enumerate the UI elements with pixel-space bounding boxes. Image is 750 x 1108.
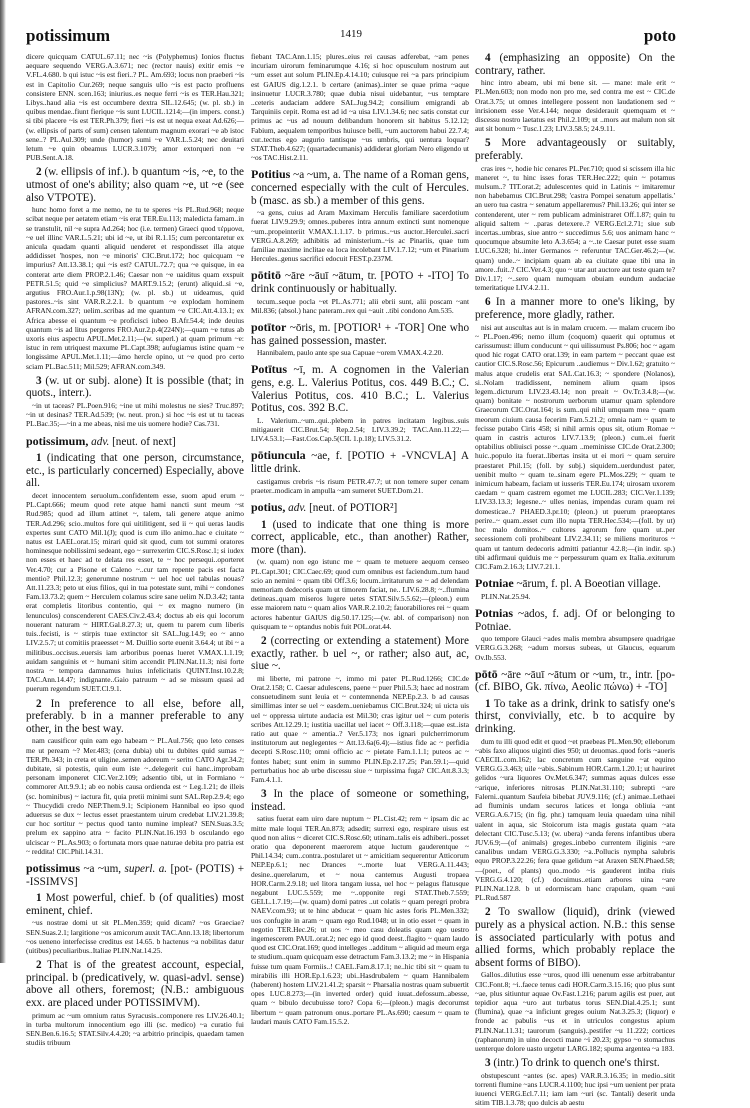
definition: Of or belonging to Potniae.	[475, 607, 676, 633]
sense-definition: Most powerful, chief. b (of qualities) most eminent, chief.	[26, 892, 245, 917]
sense-number: 2	[36, 697, 42, 710]
sense-number: 6	[485, 296, 491, 309]
etymology: [POTIO + -VNCVLA]	[347, 450, 456, 463]
sense-number: 2	[36, 959, 42, 972]
sense-definition: (used to indicate that one thing is more correct, applicable, etc., than another) Rather, more (than).	[251, 518, 470, 556]
headword: pōtiuncula	[251, 448, 306, 463]
sense-number: 1	[36, 892, 42, 905]
left-guide-word: potissimum	[26, 26, 111, 45]
entry-citations: ~a gens, cuius ad Aram Maximam Herculis familiare sacerdotium fuerat LIV.9.29.9; omnes..puberes intra annum extincti sunt nomenque ~um..propeinteriit V.MAX.1.1.17. b primus..~us auctor..Herculei..sacri VERG.A.8.269; adhibitis ad ministerium..~is ac Pinariis, quae tum familiae maxime inclitae ea loca incolebant LIV.1.7.12; ~um et Pinarium Hercules..genus sacrifici edocuit FEST.p.237M.	[251, 208, 469, 264]
headword: Potītus	[251, 362, 287, 377]
sense-citations: cras ires ~, hodie hic cenares PL.Per.710; quod si scissem illa hic maneret ~, tu hinc isses foras TER.Hec.222; quin ~ potamus mulsum..? TIT.orat.2; adulescentes quid in Latinis ~ imitaremur non habebamus CIC.Brut.298; 'castra Pompei senatum appellatis.' an uero tua castra ~ senatum appellaremus? Phil.13.26; qui inter se contenderent, uter ~ rem publicam administraret Off.1.87; quin tu aliquid saltem ~ ..paras detexere..? VERG.Ecl.2.71; siue sub incertas..umbras, siue antro ~ succedimus 5.6; uos animam hanc ~ quocumque absumite leto A.3.654; a ~..te Caesar putet esse suam LUC.6.328; hi..inter Germanos ~ referuntur TAC.Ger.46.2;—(w. quam) unde..~ incipiam quam ab ea ciuitate quae tibi una in amore..fuit..? CIC.Ver.4.3; quo ~ utar aut auctore aut teste quam te? Div.1.17; ~..sero quam numquam obuiam eundum audaciae temeritatique LIV.4.2.11.	[475, 163, 675, 293]
sense-number: 1	[485, 697, 491, 710]
inflection: ~a ~um, a.	[293, 169, 341, 182]
inflection: ~ī, m.	[293, 364, 324, 377]
sense-definition: In preference to all else, before all, preferably. b in a manner preferable to any other, in the best way.	[26, 697, 245, 735]
entry-citations: PLIN.Nat.25.94.	[481, 591, 531, 601]
right-guide-word: poto	[643, 26, 676, 45]
sense-citations: hunc homo foret a me nemo, ne tu te speres ~is PL.Rud.968; neque scibat neque per aetatem etiam ~is erat TER.Eu.113; maledicta famam..in se transtulit, nil ~e supra Ad.264; hoc (i.e. termen) Graeci quod τέρμονα, ~e uel illinc VAR.L.5.21; ubi id ~e, ut ibi R.1.15; cum percontaretur ex anicula quadam quanti aliquid uenderet et respondisset illa atque addidisset 'hospes, non ~e minoris' CIC.Brut.172; hoc quicquam ~e impurius? Att.13.38.1; qui ~is est? CATUL.72.7; qua ~e quisque, in ea conterat arte diem PROP.2.1.46; Caesar non ~e uaiditus quam exspuit PETR.51.5; quid ~e simplicius? MART.9.15.2; (erunt) aliquid..si ~e, argutius FRO.Aur.1.p.98(13N); (w. pl. sb.) ut uideamus, quid pastores..~is sint VAR.R.2.2.1. b quantum ~e explodam hominem AFRAN.com.327; uelim..scribas ad me quantum ~e CIC.Att.4.13.1; ex Africa abesse ei quantum ~e proficisci iubeo B.Afr.54.4; inde deuius quantum ~is ad litus pergeres FRO.Aur.2.p.4(224N);—quam ~e tutus ab uxoris eius aspectu APUL.Met.2.11;—(w. superl.) at quam primum ~e: istuc in rem utriquest maxume PL.Capt.398; aufugiamus istinc quam ~e longissime APUL.Met.1.11;—ámo hercle opino, ut ~e quod pro certo sciam PL.Bac.511; Mil.529; AFRAN.com.349.	[26, 205, 244, 371]
sense-number: 2	[261, 635, 267, 647]
citation-continuation: fiebant TAC.Ann.1.15; plures..eius rei causas adferebat, ~am penes incuriam uirorum feminarumque 4.16; si hoc opusculum nostrum aut ~um esset aut solum PLIN.Ep.4.14.10; cuiusque rei ~a pars principium est GAIUS dig.1.2.1. b certare (animas)..inter se quae prima ~aque insinuetur LUCR.3.780; quae dubia nisui uidebantur, ~us temptare ..ceteris audaciam addere SAL.Jug.94.2; consilium emigrandi ab Tarquiniis cepit. Roma est ad id ~a uisa LIV.1.34.6; nec satis constat cur primus ac ~us ad nouum delibandum honorem sit habitus 5.12.12; Fabium, aequalem temporibus huiusce belli, ~um auctorem habui 22.7.4; cur..tectus ego augurio tantisque ~us umbris, qui uentura loquar? STAT.Theb.4.627; (quartadecumanis) addiderat gloriam Nero eligendo ut ~os TAC.Hist.2.11.	[251, 52, 469, 163]
sense-number: 4	[485, 52, 491, 64]
sense-citations: dum tu illi quod edit et quod ~et praebeas PL.Men.90; elleborum ~abis faxo aliquos uiginti dies 950; ut deuomas..quod foris ~aueris CAECIL.com.162; lac concretum cum sanguine ~at equino VERG.G.3.463; uile ~abis..Sabinum HOR.Carm.1.20.1; ut hauriret gelidos ~ura liquores Ov.Met.6.347; summas aquas dulces esse ~arique, inferiores nitrosas PLIN.Nat.31.110; subrepti ~are Falerni..quantum Saufeia bibebat JUV.9.116; (cf.) animae..Lethaei ad fluminis undam securos latices et longa obliuia ~ant VERG.A.6.715; (in fig. phr.) tamquam leuia quaedam uina nihil ualent in aqua, sic Stoicorum ista magis gustata quam ~ata delectant CIC.Tusc.5.13; (w. ubera) ~anda ferens infantibus ubera JUV.6.9;—(of animals) greges..inbebo currentem iliginis ~are canalibus undam VERG.G.3.330; ~a..Pollucis nympha salubris equo PROP.3.22.26; fera quae gelidum ~at Araxen SEN.Phaed.58;—(poet., of plants) quo..modo ~is gauderent intiba riuis VERG.G.4.120; (cf.) docuimus..etiam arbores uina ~are PLIN.Nat.12.8. b ut edormiscam hanc crapulam, quam ~aui PL.Rud.587	[475, 736, 675, 903]
definition: A little drink.	[251, 450, 469, 475]
etymology: [po- (cf. BIBO, Gk. πίνω, Aeolic πώνω) + -TO]	[475, 668, 676, 694]
sense-2	[26, 166, 244, 204]
sense-citations: ~us nostrae domi ut sit PL.Men.359; quid dicam? ~os Graeciae? SEN.Suas.2.1; largitione ~os amicorum auxit TAC.Ann.13.18; libertorum ~os ueneno interfecisse creditus est 14.65. b hactenus ~a nobilitas datur (uitibus) peculiaribus..Italiae PLIN.Nat.14.25.	[26, 918, 244, 955]
inflection: ~ae, f.	[311, 450, 343, 463]
sense-citations: obstupescunt ~antes (sc. apes) VAR.R.3.16.35; in medio..sitit torrenti flumine ~ans LUCR.4.1100; huc ipsi ~um uenient per prata iuuenci VERG.Ecl.7.11; iam iam ~uri (sc. Tantali) deserit unda sitim TIB.1.3.78; quo dulcis ab aestu	[475, 1070, 675, 1108]
sense-citations: primum ac ~um omnium ratus Syracusis..componere res LIV.26.40.1; in turba multorum innocentium ego illi (sc. medico) ~a curatio fui SEN.Ben.6.16.5; STAT.Silv.4.4.20; ~a arbitrio principis, quaedam tamen studiis tribuum	[26, 1010, 244, 1048]
sense-citations: decet innocentem seruolum..confidentem esse, suom apud erum ~ PL.Capt.666; meum quod rete atque hami nancti sunt meum ~st Rud.985; quod ad illum attinet ~, talem, tali genere atque animo TER.Ad.296; scio..multos fore qui uitilitigent, sed ii ~ qui ueras laudis expertes sunt CATO Mil.1(J); quod is cum illo animo..hac e ciuitate ~ natus est LAEL.orat.15; mirari quid sit quod, cum tot summi oratores hominesque nobilissimi sedeant, ego ~ surrexerim CIC.S.Rosc.1; si iudex non esses et haec ad te delata res esset, te ~ hoc persequi..oporteret Ver.4.70; cur a Pisone et Caleno ~..cur tam repente pacis est facta mentio? Phil.12.3; generumne nostrum ~ uel hoc uel tabulas nouas? Att.11.23.3; peto ut eius filios, qui in tua potestate sunt, mihi ~ condones Fam.13.73.2; quem ~ Herculem colamus scire sane uelim N.D.3.42; tanta erat completis litoribus contentio, qui ~ ex magno numero (in lenunculos) conscenderent CAES.Civ.2.43.4; doctus ab eis qui locorum nouerant naturam ~ HIRT.Gal.8.27.3; ut, quem tu parem cum liberis tuis..fecisti, is ~ stirpis tuae extinctor sit SAL.Jug.14.9; eo ~ anno LIV.2.5.7; ut comitiis praeesset ~ M. Duillio sorte euenit 3.64.4; ut ibi ~ a militibus..occisus..euersis iam arboribus poenas lueret V.MAX.1.1.19; auidam sanguinis et ~ humani sitim accendit PLIN.Nat.11.3; nisi forte nostra ~ tempora damnamus huius infelicitatis QUINT.Inst.10.2.8; TAC.Ann.14.47; indignante..Gaio patruum ~ ad se missum quasi ad puerum regendum SUET.Cl.9.1.	[26, 491, 244, 694]
etymology: [neut. of POTIOR²]	[309, 502, 398, 514]
sense-citations: ~in ut taceas? PL.Poen.916; ~ine ut mihi molestus ne sies? Truc.897; ~in ut desinas? TER.Ad.539; (w. neut. pron.) si hoc ~is est ut tu taceas PL.Bac.35;—~in a me abeas, nisi me uis uomere hodie? Cas.731.	[26, 401, 244, 429]
entry-potiuncula	[251, 449, 469, 475]
inflection: ~a ~um,	[83, 862, 122, 875]
headword: potissimus	[26, 860, 81, 875]
entry-potius	[251, 501, 469, 515]
part-of-speech: adv.	[288, 502, 307, 514]
headword: Potniae	[475, 576, 514, 591]
sense-number: 3	[485, 1057, 491, 1070]
headword: pōtō	[475, 666, 498, 681]
inflection: ~āre ~āuī ~ātum or ~um, tr., intr.	[501, 668, 653, 681]
sense-2	[26, 698, 244, 736]
entry-potito	[251, 269, 469, 295]
headword: pōtitō	[251, 268, 281, 283]
sense-definition: (emphasizing an opposite) On the contrary, rather.	[475, 52, 675, 77]
etymology: [POTIOR¹ + -TOR]	[333, 322, 425, 335]
definition: A cognomen in the Valerian gens, e.g. L. Valerius Potitus, cos. 449 B.C.; C. Valerius Potitus, cos. 410 B.C.; L. Valerius Potitus, cos. 392 B.C.	[251, 364, 469, 415]
definition: A Boeotian village.	[574, 578, 661, 591]
sense-3	[251, 788, 469, 813]
sense-number: 3	[261, 788, 267, 801]
citation-continuation: dicere quicquam CATUL.67.11; nec ~is (Polyphemus) Ionios fluctus aequare sequendo VERG.A.3.671; nec (rector nauis) exitir emis ~e V.FL.4.680. b qui istuc ~is est fieri..? PL. Am.693; locus non praeberi ~is est in Capitolio Cur.269; neque sanguis ullo ~is est pacto profluens consistere ENN. scen.163; iniurius..es neque ferri ~is es TER.Hau.321; Libys..haud alia ~is est occumbere dextra SIL.12.645; (w. pl. sb.) in quibus mendae..fiunt fierique ~is sunt LUCIL.1214;—(in impers. const.) si tibi placere ~is est TER.Ph.379; fieri ~is est ut nequa exeat Ad.626;—(w. ellipsis of parts of sum) censen talentum magnum exorari ~e ab istoc sene..? PL.Aul.309; unde (humor) sumi ~e VAR.L.5.24; nec deuitari letum ~e quin obeamus LUCR.3.1079; amor extorqueri non ~e PUB.Sent.A.18.	[26, 52, 244, 163]
sense-definition: To swallow (liquid), drink (viewed purely as a physical action. N.B.: this sense is associated particularly with potus and allied forms, which probably replace the absent forms of BIBO).	[475, 906, 675, 969]
sense-definition: (intr.) To drink to quench one's thirst.	[493, 1057, 660, 1070]
sense-definition: That is of the greatest account, especial, principal. b (predicatively, w. quasi-advl. sense) above all others, foremost; (N.B.: ambiguous exx. are placed under POTISSIMVM).	[26, 959, 244, 1009]
headword: potissimum,	[26, 433, 89, 448]
sense-number: 5	[485, 137, 491, 150]
sense-citations: satius fuerat eam uiro dare nuptum ~ PL.Cist.42; rem ~ ipsam dic ac mitte male loqui TER.An.873; adsedit; surrexi ego, respirare uisus est quod non alius ~ diceret CIC.S.Rosc.60; utinam..talis eis adhiberi..posset oratio qua deponerent maerorem atque luctum gauderentque ~ Phil.14.34; cum..contra..postularet ut ~ amicitiam sequerentur Atticorum NEP.Ep.6.1; nec Drances ~..morte luat VERG.A.11.443; desine..querelarum, et ~ noua cantemus Augusti tropaea HOR.Carm.2.9.18; uel litora tangam iussa, uel hoc ~ pelagus flatusque negabunt LUC.5.559; me ~..opponite regi STAT.Theb.7.559; GELL.1.7.19;—(w. quam) domi patres ..ut colatis ~ quam peregri probra NAEV.com.93; ut te hinc abducat ~ quam hic astes foris PL.Men.332; uos confugite in aram ~ quam ego Rud.1048; ut in otio esset ~ quam in negotio TER.Hec.26; ut uos ~ meo casu doleatis quam ego uestro ingemescerem PAUL.orat.2; nec ego id quod deest..flagito ~ quam laudo quod est CIC.Orat.169; quod intelleges ..additum ~ aliquid ad meum erga te studium..quam quicquam esse detractum Fam.3.13.2; me ~ in Hispania fuisse tum quam Formiis..! CAEL.Fam.8.17.1; ne..hic tibi sit ~ quam tu mirabilis illi HOR.Ep.1.6.23; ubi..Hasdrubalem ~ quam Hannibalem (haberent) hostem LIV.21.41.2; sparsit ~ Pharsalia nostras quam subuertit opes LUC.8.273;—(in inverted order) quid iuuat..defossum..abesse, quam ~ bibulo decubuisse toro? Copa 6;—(pleon.) magis decorumst libertum ~ quam patronum onus..portare PL.As.690; caesum ~ quam te laudari mauis CATO Fam.15.5.2.	[251, 814, 469, 1026]
inflection: ~ārum, f. pl.	[516, 578, 572, 591]
entry-poto	[475, 668, 675, 694]
sense-1	[475, 698, 675, 736]
column-left	[26, 52, 244, 1047]
sense-definition: (w. ellipsis of inf.). b quantum ~is, ~e, to the utmost of one's ability; also quam ~e, ut ~e (see also VTPOTE).	[26, 166, 244, 204]
sense-definition: (indicating that one person, circumstance, etc., is particularly concerned) Especially, above all.	[26, 452, 245, 490]
sense-2	[26, 959, 244, 1009]
sense-1	[251, 519, 469, 557]
inflection: ~ōris, m.	[289, 322, 331, 335]
sense-number: 2	[485, 906, 491, 919]
headword: Potnias	[475, 605, 514, 620]
sense-1	[26, 892, 244, 917]
inflection: ~āre ~āuī ~ātum, tr.	[285, 270, 377, 283]
sense-definition: (correcting or extending a statement) More exactly, rather. b uel ~, or rather; also aut, ac, siue ~.	[251, 635, 469, 673]
sense-6	[475, 296, 675, 321]
part-of-speech: adv.	[91, 435, 110, 448]
sense-5	[475, 137, 675, 162]
headword: Potitius	[251, 167, 291, 182]
sense-definition: In a manner more to one's liking, by preference, more gladly, rather.	[475, 296, 676, 322]
sense-3	[26, 375, 244, 400]
entry-potissimus	[26, 862, 244, 888]
page-binding-edge	[0, 0, 6, 963]
sense-number: 1	[261, 518, 267, 531]
definition: The name of a Roman gens, concerned especially with the cult of Hercules. b (masc. as sb.) a member of this gens.	[251, 169, 469, 207]
sense-2	[475, 906, 675, 969]
entry-citations: quo tempore Glauci ~ades malis membra absumpsere quadrigae VERG.G.3.268; ~adum morsus subeas, ut Glaucus, equarum Ov.Ib.553.	[475, 634, 675, 662]
sense-number: 3	[36, 374, 42, 387]
entry-citations: tecum..seque pocla ~et PL.As.771; alii ebrii sunt, alii poscam ~ant Mil.836; (absol.) hanc pateram..rex qui ~auit ..tibi condono Am.535.	[251, 296, 469, 315]
sense-1	[26, 452, 244, 490]
inflection: ~ados, f. adj.	[518, 607, 581, 620]
column-middle	[251, 52, 469, 1026]
entry-potniae	[475, 577, 675, 591]
sense-citations: nisi aut auscultas aut is in malam crucem. — malam crucem ibo ~ PL.Poen.496; nemo illum (coquom) quaerit qui optumus et carissumust: illum conducunt ~ qui uilissumust Ps.806; hoc ~ agam quod hic rogat CATO orat.139; in eam partem ~ peccant quae est cautior CIC.S.Rosc.56; Epicurum ..audiemus ~ Div.1.62; gratuito ~ malus atque crudelis erat SAL.Cat.16.3; ~ spondere (Nolanos), si..Nolam tradidissent, neminem alium quam ipsos legem..dicturum LIV.23.43.14; non preait ~ Ov.Tr.3.4.8;—(w. quam) bonitate ~ nostrorum uerborum utamur quam splendore Graecorum CIC.Orat.164; is sum..qui nihil umquam mea ~ quam meorum ciuium causa fecerim Fam.5.21.2; omnia nam ~ quam te fecisse putabo Ciris 458; si nihil armis opus sit, otium Romae ~ quam in castris acturos LIV.7.13.9; (pleon.) cum..ei fuerit optabilius obliuisci posse ~..quam ..meminisse CIC.de Orat.2.300; huic..populo ita fuerat..libertas insita ut ei mori ~ quam seruire praestaret Phil.15; (foll. by subj.) siquidem..uerdundust pater, uenibit multo ~ quam te..sinam egere PL.Mos.229; ~ quam te inimicum habeam, faciam ut iusseris TER.Eu.174; uirosam uxorem caedam ~ quam castrem egomet me LUCIL.283; CIC.Ver.1.139; LIV.33.13.3; legesne..~ ulles nenias, impendas curam quam rei domesticae..? PHAED.3.pr.10; (pleon.) ut puerum praeoptares perire..~ quam..esset cum illo nupta TER.Hec.534;—(foll. by ut) hoc malo domitos..~ cultores agrorum fore quam ut..per secessionem coli prohibeant LIV.2.34.11; se miliens morituros ~ quam ut tantum dedecoris admitti patiantur 4.2.8;—(in indir. sp.) tibi adfirmaui quiduis me ~ perpessurum quam ex Italia..exiturum CIC.Fam.2.16.3; LIV.7.21.1.	[475, 322, 675, 571]
sense-2	[251, 635, 469, 673]
headword: potītor	[251, 320, 287, 335]
etymology: [POTO + -ITO]	[380, 270, 454, 283]
page-header	[26, 26, 676, 46]
entry-citations: castigamus crebris ~is risum PETR.47.7; ut non temere super cenam praeter..modicam in ampulla ~am sumeret SUET.Dom.21.	[251, 476, 469, 495]
entry-potitor	[251, 321, 469, 347]
entry-potnias	[475, 607, 675, 633]
entry-potitius	[251, 168, 469, 207]
sense-citations: nam causificor quin eam ego habeam ~ PL.Aul.756; quo leto censes me ut peream ~? Mer.483; (cena dubia) ubi tu dubites quid sumas ~ TER.Ph.343; in creta et uligine..semen adoreum ~ serito CATO Agr.34.2; dubitate, si potestis, quin eum iste ~..delegerit cui hanc..improbam personam imponeret CIC.Ver.2.109; adsentio tibi, ut in Formiano ~ commorer Att.9.9.1; ab eo nobis causa ordienda est ~ Leg.1.21; de illeis (sc. hominibus) ~ iactura fit, quia pretii minimi sunt SAL.Rep.2.9.4; ego ~ Thucydidi credo NEP.Them.9.1; Scipionem Hannibal eo ipso quod aduersus se dux ~ lectus esset praestantem uirum credebat LIV.21.39.8; cur hoc sortitur ~ pectus quod tanto numine impleat? SEN.Suas.3.5; prelum ex sappino atra ~ facito PLIN.Nat.16.193 b osculando ego ulciscar ~ PL.As.903; o fortunata mors quae naturae debita pro patria est ~ reddita! CIC.Phil.14.31.	[26, 736, 244, 856]
part-of-speech: superl. a.	[124, 862, 168, 875]
sense-definition: More advantageously or suitably, preferably.	[475, 137, 676, 162]
sense-citations: Gallos..dilutius esse ~uros, quod illi uenenum esse arbitrabantur CIC.Font.8; ~i..faece tenus cadi HOR.Carm.3.15.16; quo plus sunt ~ae, plus sitiuntur aquae Ov.Fast.1.216; parum agilis est puer, aut tepidior aqua ~uro aut turbatus torus SEN.Dial.4.25.1; sunt (flumina), quae ~a inficiunt greges ouium Nat.3.25.3; (liquor) e fronde ac pabulis ~us et in utriculos congestus apium PLIN.Nat.11.31; taurorum (sanguis)..pestifer ~u 11.222; cortices (raphanorum) in uino decocti mane ~i 20.23; gypso ~o stomachus uenterque dolore uasto urgetur LARG.182; spuma argentea ~a 183.	[475, 970, 675, 1053]
sense-definition: In the place of someone or something, instead.	[251, 788, 469, 813]
entry-citations: L. Valerium..~um..qui..plebem in patres incitatam legibus..suis mitigauerit CIC.Brut.54; Rep.2.54; LIV.3.39.2; TAC.Ann.11.22;—LIV.4.53.1;—Fast.Cos.Cap.5(CIL 1.p.18); LIV.5.31.2.	[251, 415, 469, 444]
sense-citations: hinc intro abeam, ubi mi bene sit. — mane: male erit ~ PL.Men.603; non modo non pro me, sed contra me est ~ CIC.de Orat.3.75; ut omnes intellegere possent non laudationem sed ~ inrisionem esse Ver.4.144; neque desiderauit quemquam et ~ discessu nostro laetatus est Phil.2.109; ut ..mors aut malum non sit aut sit bonum ~ Tusc.1.23; LIV.3.58.5; 24.9.11.	[475, 78, 675, 134]
sense-number: 2	[36, 166, 42, 179]
entry-potissimum	[26, 435, 244, 449]
column-right	[475, 52, 675, 1108]
sense-number: 1	[36, 452, 42, 465]
sense-citations: (w. quam) non ego istunc me ~ quam te metuere aequom censeo PL.Capt.301; CIC.Caec.69; quod cum omnibus est faciendum..tum haud scio an nemini ~ quam tibi Off.3.6; locum..irritaturum se ~ ad delendam memoriam dedecoris quam ut timorem faciat, ne.. LIV.6.28.8; ~..flumina detineas..quam miseros lugere uetes STAT.Silv.5.5.62;—(pleon.) eum esse maiorem natu ~ quam alios VAR.R.2.10.2; fauorabiliores rei ~ quam actores habentur GAIUS dig.50.17.125;—(w. abl. of comparison) non quisquam te ~ optandus nobis fuit POL.orat.44.	[251, 557, 469, 631]
etymology: [neut. of next]	[112, 435, 176, 448]
sense-4	[475, 52, 675, 77]
sense-3	[475, 1057, 675, 1070]
entry-citations: Hannibalem, paulo ante spe sua Capuae ~orem V.MAX.4.2.20.	[257, 348, 444, 358]
definition: One who has gained possession, master.	[251, 322, 470, 347]
etymology: [pot- (POTIS) + -ISSIMVS]	[26, 862, 245, 888]
definition: To drink continuously or habitually.	[251, 270, 470, 296]
sense-definition: To take as a drink, drink to satisfy one's thirst, convivially, etc. b to acquire by drinking.	[475, 697, 675, 736]
headword: potius,	[251, 500, 286, 514]
page-number: 1419	[340, 28, 362, 40]
sense-definition: (w. ut or subj. alone) It is possible (that; in quots., interr.).	[26, 374, 245, 400]
entry-potitus	[251, 363, 469, 414]
sense-citations: mi liberte, mi patrone ~, immo mi pater PL.Rud.1266; CIC.de Orat.2.158; C. Caesar adulescens, paene ~ puer Phil.5.3; haec ad nostram consuetudinem sunt leuia et ~ contemnenda NEP.Ep.2.3. b ad causas simillimas inter se uel ~ easdem..ueniebamus CIC.Brut.324; ui uicta uis uel ~ oppressa uirtute audacia est Mil.30; cras igitur uel ~ cum poteris scribes Att.12.29.1; iustitia uacillat uel iacet ~ Off.3.118;—quae est..ista ratio aut quae ~ amentia..? Ver.5.173; nos ignari pulcherrimorum institutorum aut neglegentes ~ Att.13.6a(6.4);—istius fide ac ~ perfidia decepti S.Rosc.110; omni officio ac ~ pietate Fam.1.1.1; puteos ac ~ fontes habet; sunt enim in summo PLIN.Ep.2.17.25; Pan.59.1;—quid perturbatius hoc ab urbe discessu siue ~ turpissima fuga? CIC.Att.8.3.3; Fam.4.1.1.	[251, 673, 469, 785]
